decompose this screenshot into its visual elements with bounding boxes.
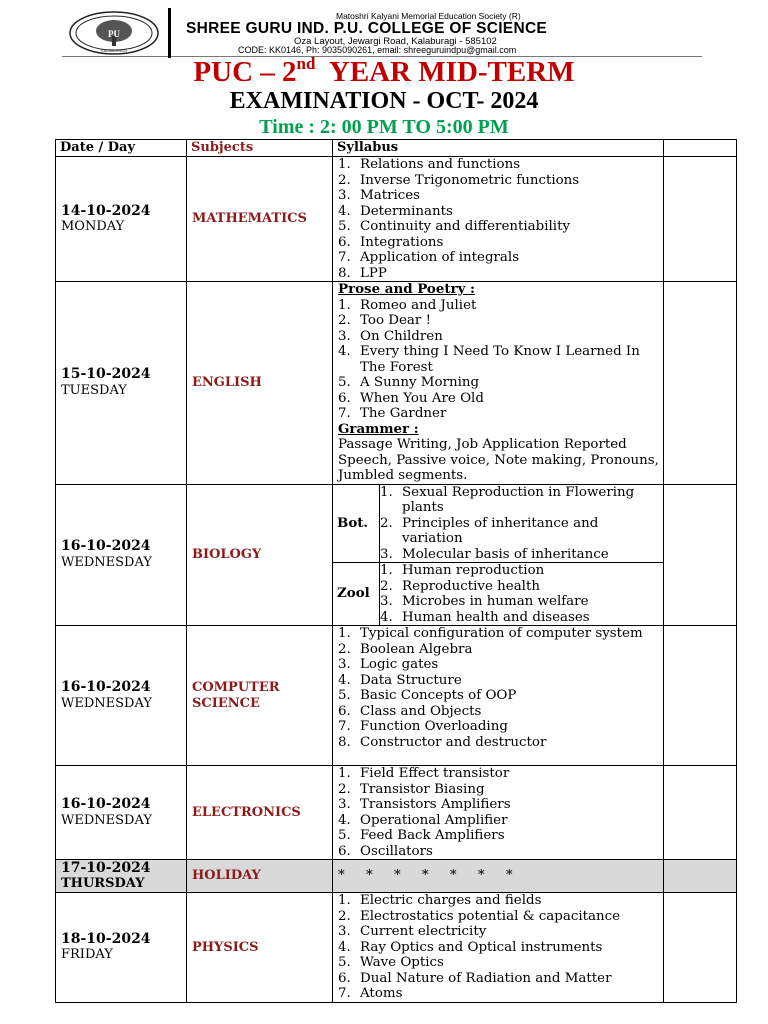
- date-cell: 14-10-2024 MONDAY: [56, 157, 187, 282]
- syllabus-cell: [333, 626, 664, 766]
- list-item: 3. Molecular basis of inheritance: [380, 546, 609, 562]
- zoology-label: Zool: [333, 563, 380, 625]
- subject-cell: HOLIDAY: [187, 860, 333, 893]
- list-item: 2. Electrostatics potential & capacitance: [338, 908, 621, 924]
- section-heading: Prose and Poetry :: [338, 281, 475, 297]
- list-item: 4. Ray Optics and Optical instruments: [338, 939, 603, 955]
- list-item: 8. LPP: [338, 265, 387, 281]
- list-item: 4. Human health and diseases: [380, 609, 590, 625]
- list-item: 3. Microbes in human welfare: [380, 594, 589, 609]
- date-cell: 16-10-2024 WEDNESDAY: [56, 766, 187, 860]
- blank-cell: [664, 484, 737, 626]
- syllabus-cell: [333, 282, 664, 485]
- list-item: 3. Transistors Amplifiers: [338, 797, 511, 812]
- list-item: 1. Relations and functions: [338, 157, 521, 172]
- college-address: Oza Layout, Jewargi Road, Kalaburagi - 585102: [294, 36, 497, 47]
- table-header-row: [56, 140, 737, 157]
- list-item: 6. When You Are Old: [338, 390, 484, 406]
- list-item: 2. Inverse Trigonometric functions: [338, 172, 580, 188]
- subject-cell: ENGLISH: [187, 282, 333, 485]
- syllabus-cell: [333, 893, 664, 1003]
- exam-schedule-table: [55, 139, 737, 1003]
- exam-time: Time : 2: 00 PM TO 5:00 PM: [259, 116, 509, 138]
- blank-cell: [664, 893, 737, 1003]
- date-cell: 15-10-2024 TUESDAY: [56, 282, 187, 485]
- list-item: 7. Atoms: [338, 986, 403, 1001]
- table-row: [56, 766, 737, 860]
- blank-cell: [664, 626, 737, 766]
- list-item: 5. Feed Back Amplifiers: [338, 828, 505, 843]
- table-row: [56, 893, 737, 1003]
- list-item: 7. The Gardner: [338, 406, 447, 421]
- list-item: 3. Current electricity: [338, 924, 487, 939]
- blank-cell: [664, 860, 737, 893]
- list-item: 4. Data Structure: [338, 672, 462, 688]
- table-row: [56, 282, 737, 485]
- list-item: 2. Transistor Biasing: [338, 781, 485, 797]
- header-subjects: Subjects: [187, 140, 333, 157]
- list-item: 2. Too Dear !: [338, 313, 431, 328]
- subject-cell: COMPUTER SCIENCE: [187, 626, 333, 766]
- list-item: 7. Application of integrals: [338, 250, 520, 265]
- table-row: [56, 484, 737, 626]
- subject-cell: MATHEMATICS: [187, 157, 333, 282]
- list-item: 1. Romeo and Juliet: [338, 297, 477, 313]
- date-cell: 16-10-2024 WEDNESDAY: [56, 484, 187, 626]
- list-item: 6. Class and Objects: [338, 703, 482, 719]
- section-heading: Grammer :: [338, 420, 419, 437]
- list-item: 4. Operational Amplifier: [338, 812, 508, 828]
- list-item: 1. Field Effect transistor: [338, 766, 510, 781]
- header-blank: [664, 140, 737, 157]
- list-item: 6. Integrations: [338, 234, 444, 250]
- list-item: 2. Boolean Algebra: [338, 641, 473, 657]
- svg-text:KALABURAGI: KALABURAGI: [101, 48, 127, 53]
- blank-cell: [664, 282, 737, 485]
- grammar-topics: Passage Writing, Job Application Reported Speech, Passive voice, Note making, Pronouns, Jumbled segments.: [338, 437, 659, 483]
- date-cell: 17-10-2024 THURSDAY: [56, 860, 187, 893]
- subject-cell: ELECTRONICS: [187, 766, 333, 860]
- exam-subtitle: EXAMINATION - OCT- 2024: [229, 88, 539, 114]
- date-cell: 16-10-2024 WEDNESDAY: [56, 626, 187, 766]
- syllabus-cell: [333, 766, 664, 860]
- list-item: 4. Determinants: [338, 203, 453, 219]
- exam-title: PUC – 2nd YEAR MID-TERM: [193, 54, 575, 88]
- list-item: 1. Electric charges and fields: [338, 893, 542, 908]
- syllabus-cell: [333, 157, 664, 282]
- subject-cell: PHYSICS: [187, 893, 333, 1003]
- list-item: 6. Dual Nature of Radiation and Matter: [338, 970, 612, 986]
- subject-cell: BIOLOGY: [187, 484, 333, 626]
- table-row: [56, 860, 737, 893]
- botany-label: Bot.: [333, 485, 380, 563]
- list-item: 1. Sexual Reproduction in Flowering plants: [380, 484, 635, 515]
- date-cell: 18-10-2024 FRIDAY: [56, 893, 187, 1003]
- blank-cell: [664, 157, 737, 282]
- svg-text:PU: PU: [108, 29, 120, 39]
- header-syllabus: Syllabus: [333, 140, 664, 157]
- list-item: 1. Typical configuration of computer system: [338, 626, 643, 641]
- college-logo: [68, 10, 160, 56]
- list-item: 2. Principles of inheritance and variation: [380, 515, 599, 546]
- list-item: 6. Oscillators: [338, 843, 433, 859]
- society-name: Matoshri Kalyani Memorial Education Society (R): [336, 11, 521, 21]
- college-contact: CODE: KK0146, Ph: 9035090261, email: shreeguruindpu@gmail.com: [238, 45, 517, 55]
- list-item: 7. Function Overloading: [338, 719, 508, 734]
- list-item: 5. A Sunny Morning: [338, 375, 480, 390]
- list-item: 5. Wave Optics: [338, 955, 444, 970]
- list-item: 3. Matrices: [338, 188, 421, 203]
- list-item: 3. Logic gates: [338, 657, 439, 672]
- list-item: 8. Constructor and destructor: [338, 734, 547, 750]
- college-name: SHREE GURU IND. P.U. COLLEGE OF SCIENCE: [186, 20, 548, 37]
- list-item: 5. Continuity and differentiability: [338, 219, 571, 234]
- table-row: [56, 626, 737, 766]
- table-row: [56, 157, 737, 282]
- header-date: Date / Day: [56, 140, 187, 157]
- list-item: 5. Basic Concepts of OOP: [338, 688, 517, 703]
- header-divider: [168, 8, 171, 58]
- blank-cell: [664, 766, 737, 860]
- list-item: 3. On Children: [338, 328, 443, 344]
- holiday-stars: * * * * * * *: [333, 860, 664, 893]
- list-item: 1. Human reproduction: [380, 563, 545, 578]
- list-item: 4. Every thing I Need To Know I Learned In The Forest: [338, 344, 640, 375]
- list-item: 2. Reproductive health: [380, 578, 540, 594]
- syllabus-cell: [333, 484, 664, 626]
